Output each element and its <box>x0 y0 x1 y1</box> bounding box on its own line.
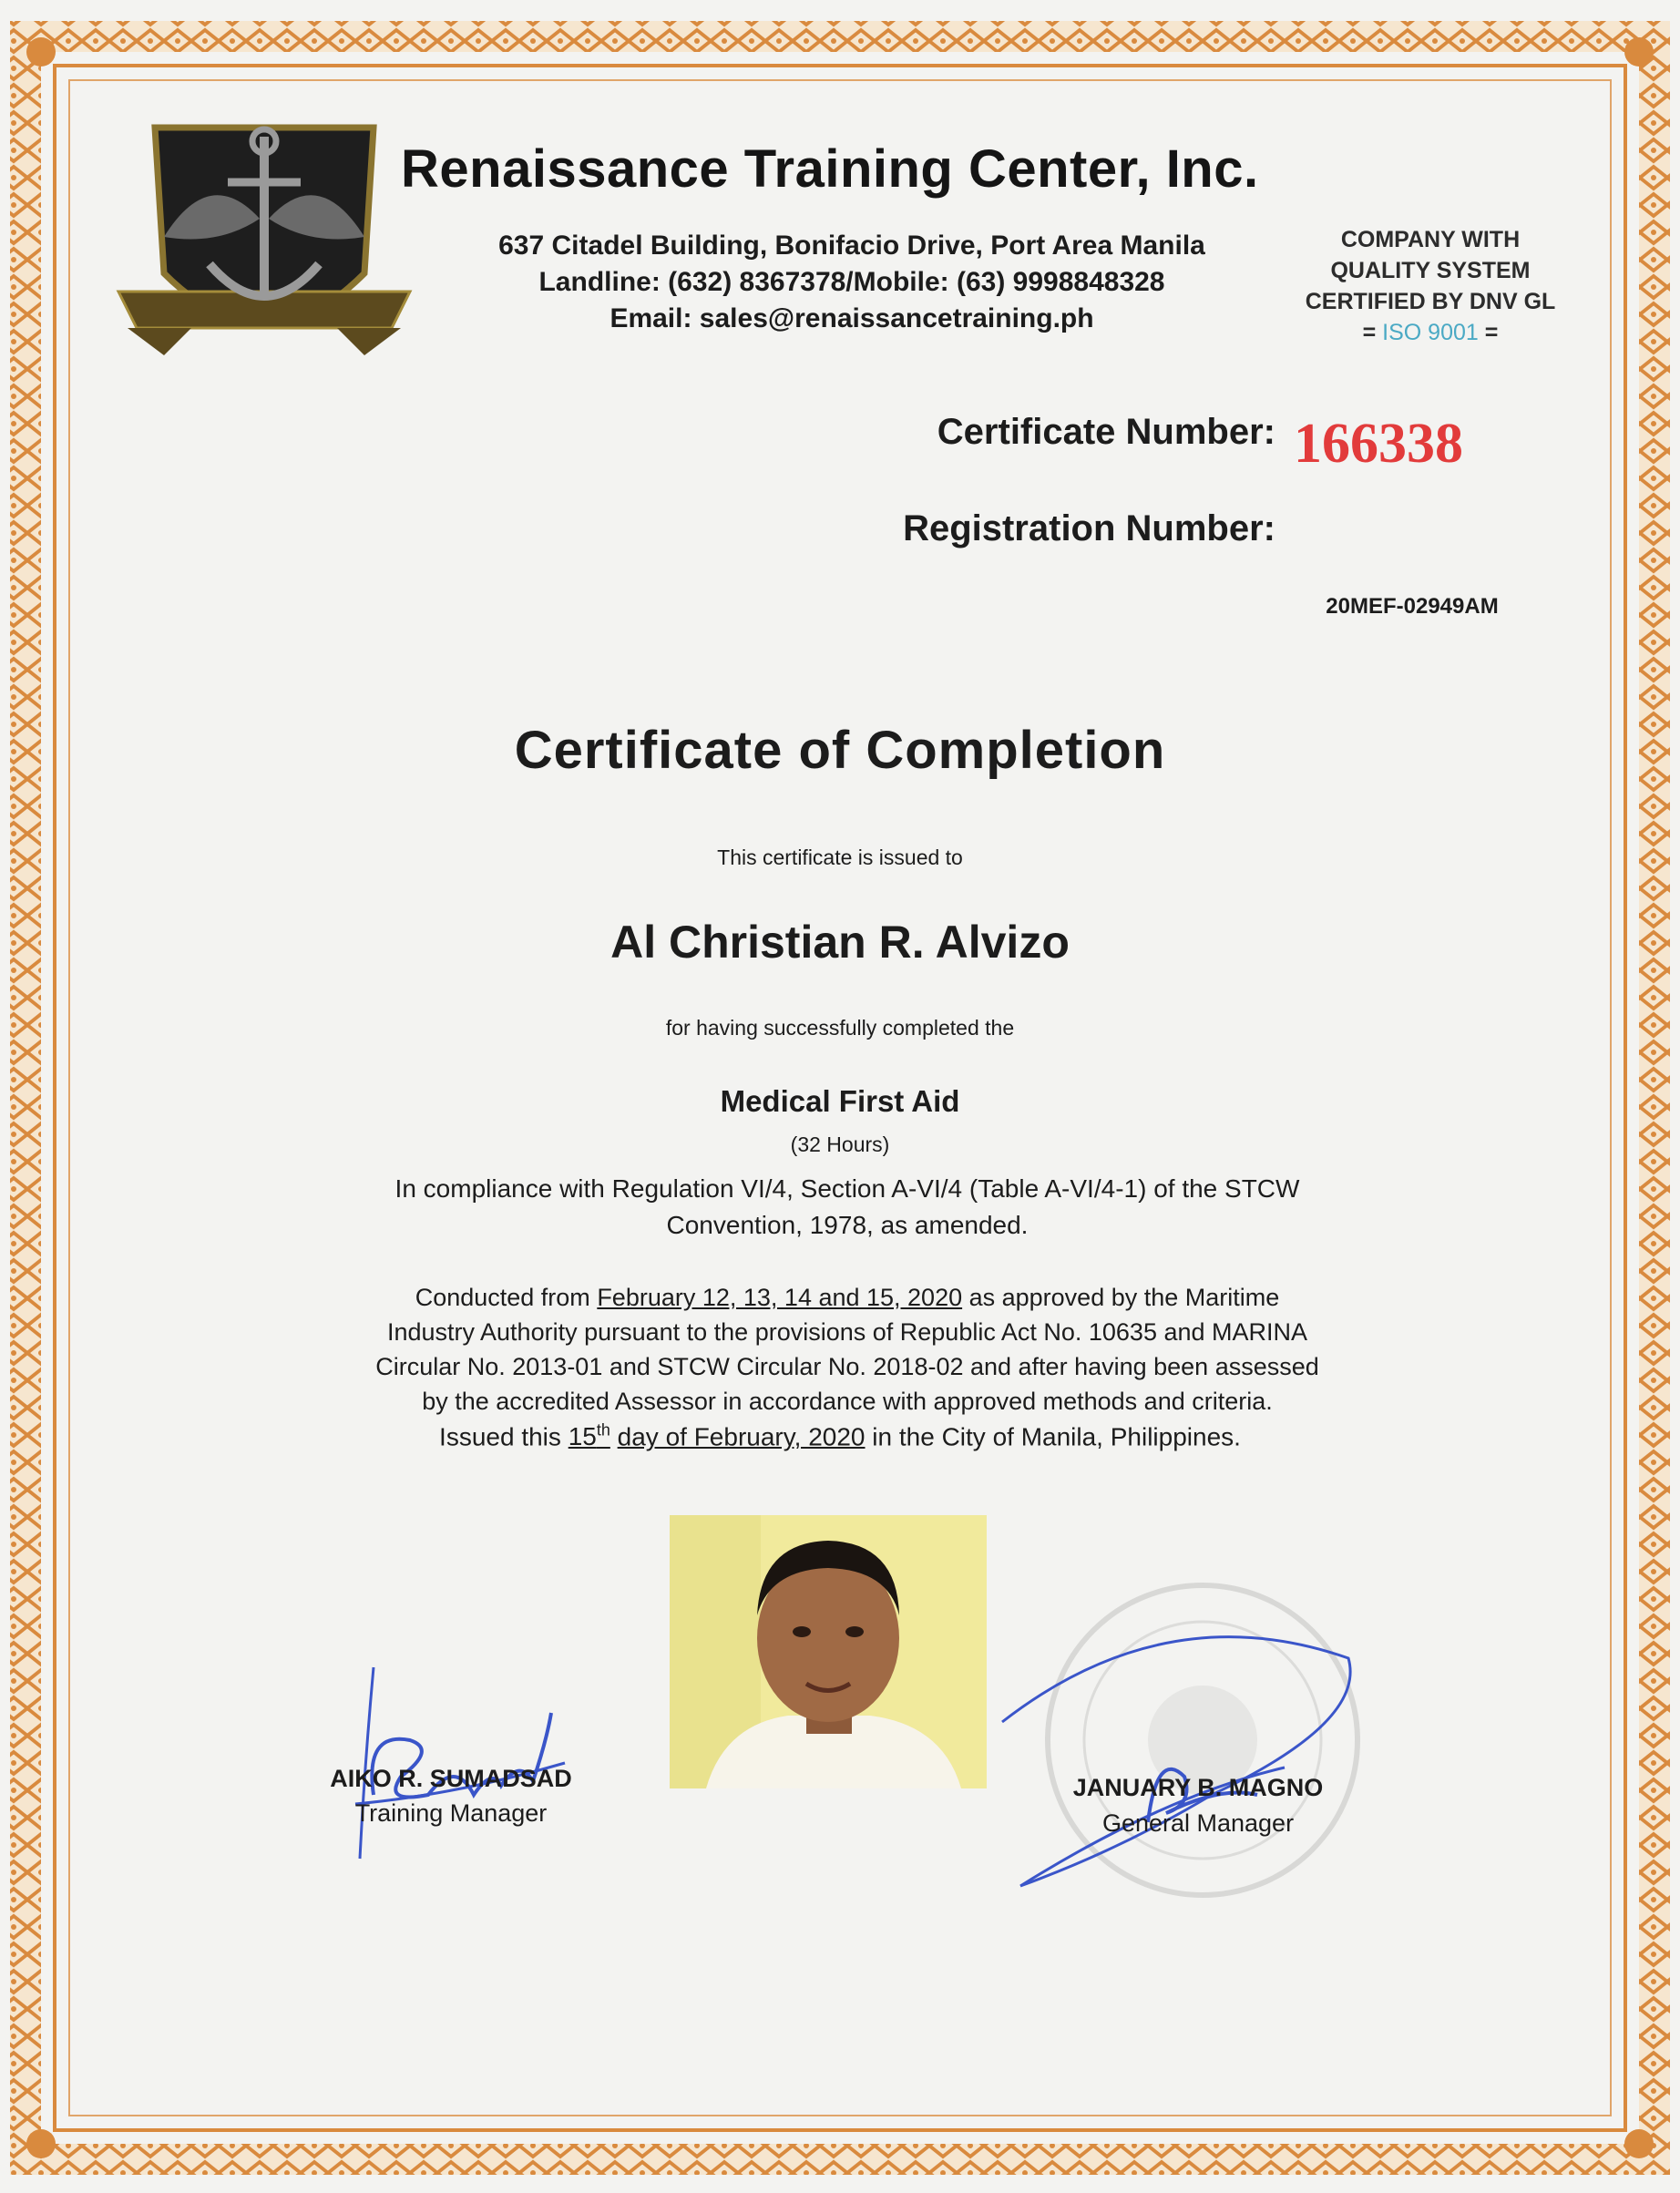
compliance-paragraph <box>346 1171 1348 1244</box>
course-name: Medical First Aid <box>720 1084 960 1118</box>
issued-month: day of February, 2020 <box>617 1422 866 1451</box>
issued-prefix: Issued this <box>439 1422 569 1451</box>
conducted-dates: February 12, 13, 14 and 15, 2020 <box>597 1284 963 1311</box>
recipient-name: Al Christian R. Alvizo <box>610 917 1070 968</box>
certificate-number-label: Certificate Number: <box>937 412 1275 452</box>
training-manager-signature <box>319 1658 592 1868</box>
registration-number-label: Registration Number: <box>903 508 1275 548</box>
issued-suffix: in the City of Manila, Philippines. <box>865 1422 1241 1451</box>
quality-certification <box>1275 224 1585 348</box>
completed-text: for having successfully completed the <box>665 1016 1015 1040</box>
conducted-line1-suffix: as approved by the Maritime <box>962 1284 1280 1311</box>
iso-line <box>1275 317 1585 348</box>
contact-block <box>428 228 1275 337</box>
address-line: 637 Citadel Building, Bonifacio Drive, Port Area Manila <box>498 231 1205 261</box>
issued-day-number: 15 <box>568 1422 597 1451</box>
company-name: Renaissance Training Center, Inc. <box>401 139 1259 199</box>
issued-date-line <box>0 1421 1680 1451</box>
conducted-prefix: Conducted from <box>415 1284 598 1311</box>
training-manager-title: Training Manager <box>354 1799 548 1827</box>
quality-line-1: COMPANY WITH <box>1340 227 1521 252</box>
phone-line: Landline: (632) 8367378/Mobile: (63) 9998848328 <box>538 267 1165 297</box>
registration-number-value: 20MEF-02949AM <box>1326 594 1499 619</box>
certificate-title: Certificate of Completion <box>514 721 1166 780</box>
conducted-line-2: Industry Authority pursuant to the provisions of Republic Act No. 10635 and MARINA <box>386 1318 1308 1346</box>
conducted-line-1 <box>310 1280 1385 1315</box>
compliance-line-2: Convention, 1978, as amended. <box>666 1211 1029 1239</box>
conducted-paragraph <box>310 1280 1385 1419</box>
issued-space <box>610 1422 618 1450</box>
conducted-line-3: Circular No. 2013-01 and STCW Circular No. 2018-02 and after having been assessed <box>375 1353 1319 1380</box>
compliance-line-1: In compliance with Regulation VI/4, Section A-VI/4 (Table A-VI/4-1) of the STCW <box>394 1174 1300 1203</box>
general-manager-signature <box>984 1613 1385 1904</box>
iso-suffix: = <box>1484 320 1499 345</box>
issued-to-text: This certificate is issued to <box>717 845 963 869</box>
iso-text: ISO 9001 <box>1382 320 1479 345</box>
anchor-shield-logo <box>109 100 419 378</box>
recipient-photo <box>670 1515 987 1788</box>
general-manager-title: General Manager <box>1101 1809 1295 1837</box>
training-manager-name: AIKO R. SUMADSAD <box>330 1765 572 1792</box>
certificate-number-value: 166338 <box>1294 413 1463 475</box>
general-manager-name: JANUARY B. MAGNO <box>1072 1774 1324 1801</box>
quality-line-2: QUALITY SYSTEM <box>1330 258 1531 283</box>
course-hours: (32 Hours) <box>790 1132 890 1156</box>
conducted-line-4: by the accredited Assessor in accordance with approved methods and criteria. <box>422 1388 1273 1415</box>
email-line: Email: sales@renaissancetraining.ph <box>610 303 1094 333</box>
issued-day <box>569 1422 610 1450</box>
quality-line-3: CERTIFIED BY DNV GL <box>1305 289 1556 314</box>
issued-day-suffix: th <box>596 1421 610 1440</box>
iso-prefix: = <box>1362 320 1377 345</box>
